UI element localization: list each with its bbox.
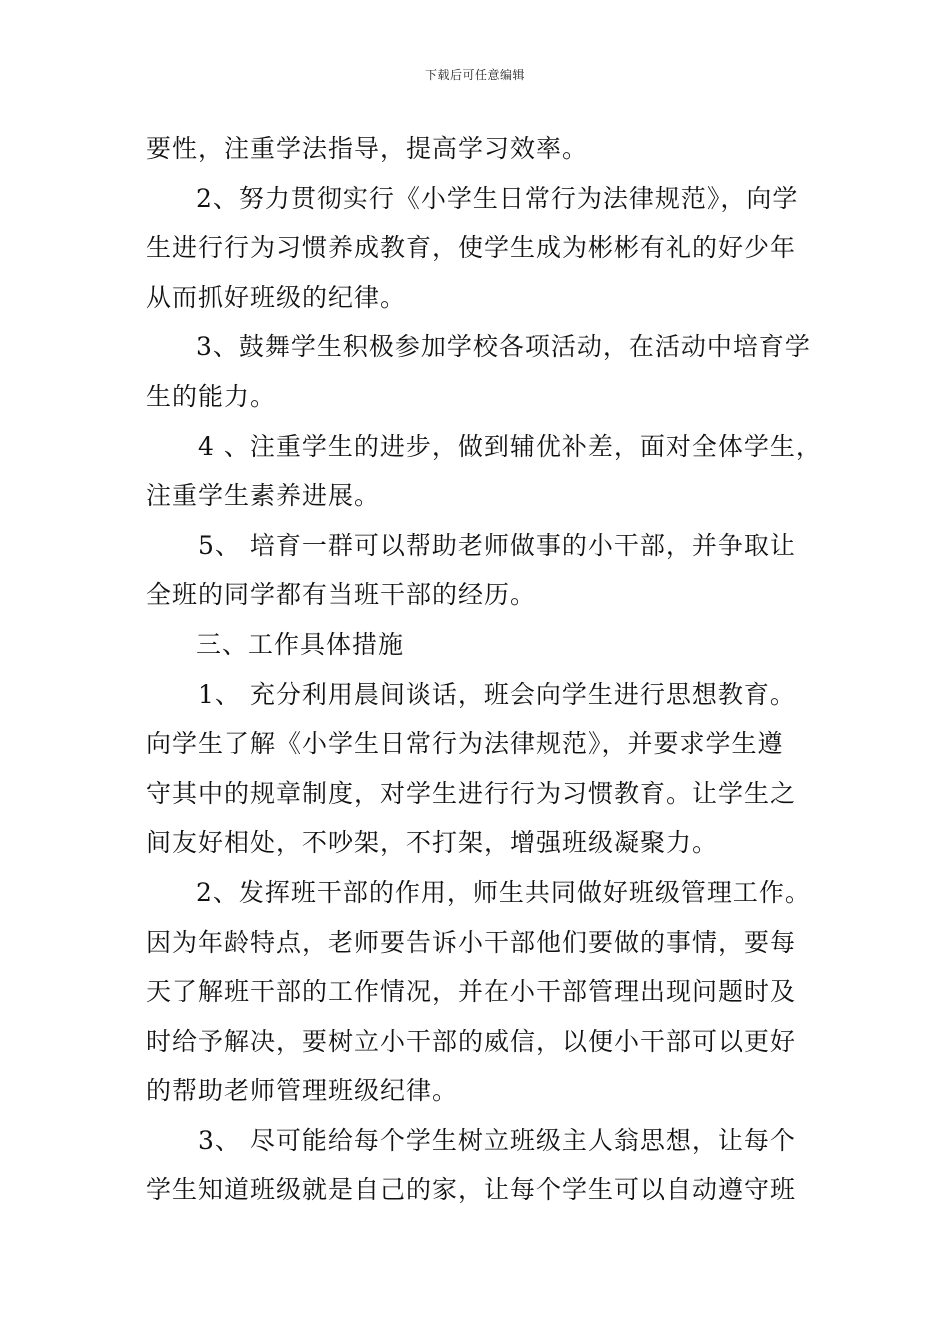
text-line: 生的能力。 bbox=[146, 381, 277, 411]
text-line: 时给予解决，要树立小干部的威信，以便小干部可以更好 bbox=[146, 1026, 797, 1056]
text-line: 守其中的规章制度，对学生进行行为习惯教育。让学生之 bbox=[146, 778, 797, 808]
text-line: 向学生了解《小学生日常行为法律规范》，并要求学生遵 bbox=[146, 729, 784, 759]
text-line: 4 、注重学生的进步，做到辅优补差，面对全体学生， bbox=[198, 431, 822, 461]
text-line: 3、鼓舞学生积极参加学校各项活动，在活动中培育学 bbox=[196, 332, 811, 362]
text-line: 3、 尽可能给每个学生树立班级主人翁思想，让每个 bbox=[198, 1125, 796, 1155]
text-line: 全班的同学都有当班干部的经历。 bbox=[146, 580, 537, 610]
text-line: 要性，注重学法指导，提高学习效率。 bbox=[146, 134, 589, 163]
text-line: 1、 充分利用晨间谈话，班会向学生进行思想教育。 bbox=[198, 679, 796, 709]
text-line: 从而抓好班级的纪律。 bbox=[146, 282, 407, 312]
text-line: 因为年龄特点，老师要告诉小干部他们要做的事情，要每 bbox=[146, 927, 797, 957]
text-line: 2、努力贯彻实行《小学生日常行为法律规范》，向学 bbox=[196, 183, 799, 213]
text-line: 2、发挥班干部的作用，师生共同做好班级管理工作。 bbox=[196, 877, 811, 907]
text-line: 的帮助老师管理班级纪律。 bbox=[146, 1076, 459, 1106]
document-body bbox=[146, 124, 826, 1215]
text-line: 学生知道班级就是自己的家，让每个学生可以自动遵守班 bbox=[146, 1175, 797, 1205]
page-header-note: 下载后可任意编辑 bbox=[424, 68, 525, 82]
text-line: 间友好相处，不吵架，不打架，增强班级凝聚力。 bbox=[146, 828, 719, 858]
text-line: 注重学生素养进展。 bbox=[146, 481, 381, 511]
text-line: 5、 培育一群可以帮助老师做事的小干部，并争取让 bbox=[198, 530, 796, 560]
section-heading: 三、工作具体措施 bbox=[196, 629, 405, 659]
text-line: 天了解班干部的工作情况，并在小干部管理出现问题时及 bbox=[146, 977, 797, 1007]
text-line: 生进行行为习惯养成教育，使学生成为彬彬有礼的好少年 bbox=[146, 233, 797, 263]
